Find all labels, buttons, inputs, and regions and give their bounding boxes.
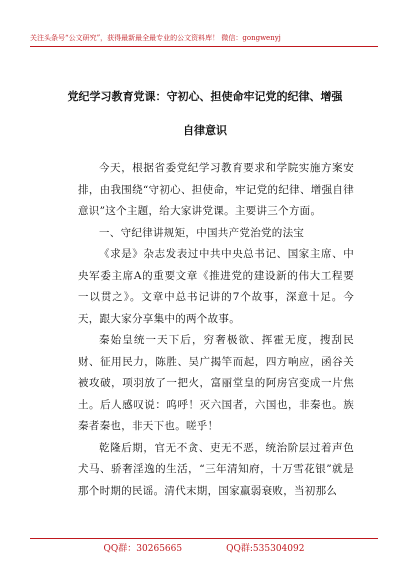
paragraph-qin: 秦始皇统一天下后，穷奢极欲、挥霍无度，搜刮民财、征用民力，陈胜、吴广揭竿而起，四方响应，函谷关被攻破，项羽放了一把火，富丽堂皇的阿房宫变成一片焦土。后人感叹说：呜呼！灭六国者，六国也，非秦也。族秦者秦也，非天下也。嗟乎！	[78, 334, 354, 432]
header-promo-note: 关注头条号“公文研究”，获得最新最全最专业的公文资料库！ 微信：gongwenyj	[30, 34, 281, 42]
document-body	[78, 158, 354, 502]
paragraph-qiushi: 《求是》杂志发表过中共中央总书记、国家主席、中央军委主席A的重要文章《推进党的建设新的伟大工程要一以贯之》。文章中总书记讲的7个故事，深意十足。今天，跟大家分享集中的两个故事。	[78, 248, 354, 325]
document-title-line-2: 自律意识	[183, 124, 227, 137]
footer	[30, 543, 378, 555]
document-title-line-1: 党纪学习教育党课：守初心、担使命牢记党的纪律、增强	[67, 90, 343, 103]
footer-qq-group-2: QQ群:535304092	[226, 544, 305, 554]
header-divider	[30, 46, 378, 47]
footer-divider	[30, 538, 378, 539]
paragraph-intro: 今天，根据省委党纪学习教育要求和学院实施方案安排，由我围绕“守初心、担使命，牢记党的纪律、增强自律意识”这个主题，给大家讲党课。主要讲三个方面。	[78, 162, 354, 217]
paragraph-qianlong: 乾隆后期，官无不贪、吏无不恶，统治阶层过着声色犬马、骄奢淫逸的生活，“三年清知府，十万雪花银”就是那个时期的民谣。清代末期，国家羸弱衰败，当初那么	[78, 441, 354, 497]
section-heading-1: 一、守纪律讲规矩，中国共产党治党的法宝	[99, 226, 305, 239]
footer-qq-group-1: QQ群：30265665	[103, 544, 183, 554]
